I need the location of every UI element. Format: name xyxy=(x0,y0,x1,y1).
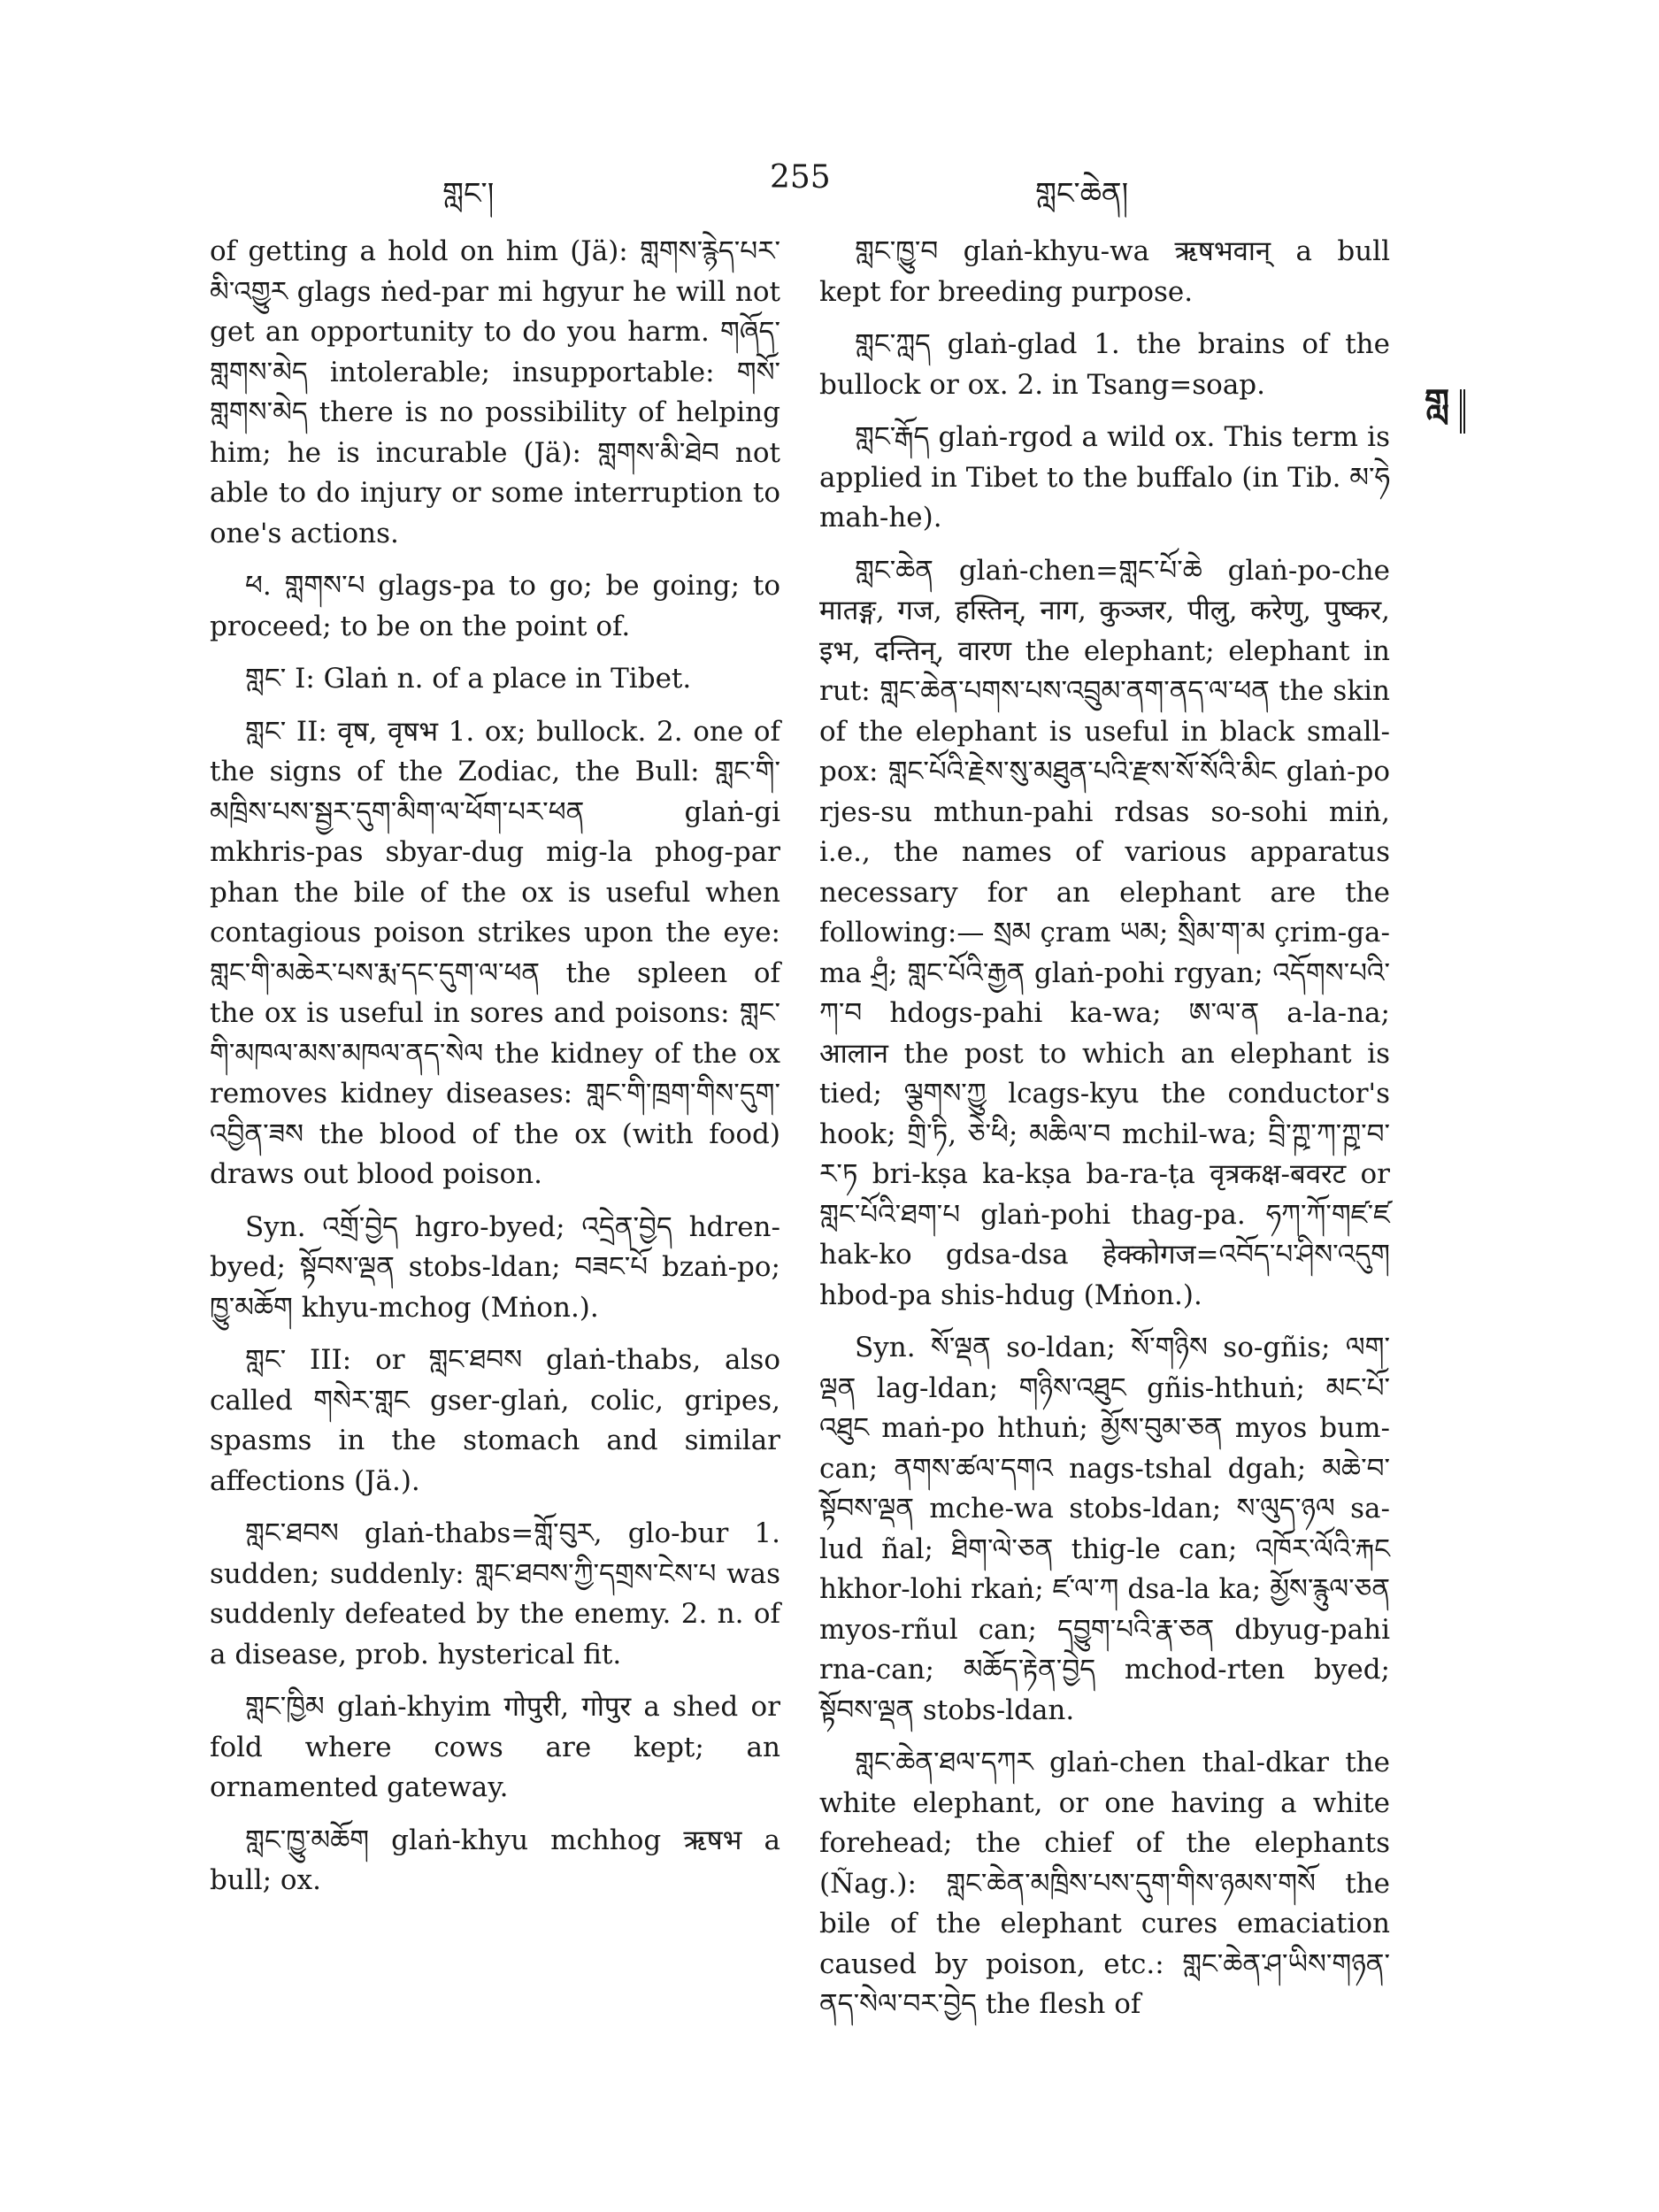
page-number: 255 xyxy=(770,159,831,196)
entry-paragraph: གླང་ II: वृष, वृषभ 1. ox; bullock. 2. one of the signs of the Zodiac, the Bull: གླང་གི་མཁྲིས་པས་སྦྱར་དུག་མིག་ལ་ཕོག་པར་ཕན glaṅ-gi mkhris-pas sbyar-dug mig-la phog-par phan the bile of the ox is useful when contagious poison strikes upon the eye: གླང་གི་མཆེར་པས་རྨ་དང་དུག་ལ་ཕན the spleen of the ox is useful in sores and poisons: གླང་གི་མཁལ་མས་མཁལ་ནད་སེལ the kidney of the ox removes kidney diseases: གླང་གི་ཁྲག་གིས་དུག་འབྱིན་ཟས the blood of the ox (with food) draws out blood poison. xyxy=(210,715,780,1190)
left-column xyxy=(210,232,780,1914)
page-header xyxy=(0,159,1659,212)
entry-paragraph: གླང་ཁྱུ་མཆོག glaṅ-khyu mchhog ऋषभ a bull; ox. xyxy=(210,1824,780,1896)
header-right-word: གླང་ཆེན། xyxy=(1035,176,1129,211)
thumb-index-tab: གླ xyxy=(1414,389,1465,434)
entry-paragraph: གླང་ཁྱུ་བ glaṅ-khyu-wa ऋषभवान् a bull kept for breeding purpose. xyxy=(819,235,1390,308)
entry-paragraph: གླང་རྒོད glaṅ-rgod a wild ox. This term is applied in Tibet to the buffalo (in Tib. མ་ཧེ mah-he). xyxy=(819,421,1390,534)
entry-paragraph: གླང་ཆེན་ཐལ་དཀར glaṅ-chen thal-dkar the white elephant, or one having a white forehead; the chief of the elephants (Ñag.): གླང་ཆེན་མཁྲིས་པས་དུག་གིས་ཉམས་གསོ the bile of the elephant cures emaciation caused by poison, etc.: གླང་ཆེན་ཤ་ཡིས་གཉན་ནད་སེལ་བར་བྱེད the flesh of xyxy=(819,1747,1390,2020)
entry-paragraph: གླང་ཁྱིམ glaṅ-khyim गोपुरी, गोपुर a shed or fold where cows are kept; an ornamented gateway. xyxy=(210,1691,780,1803)
entry-paragraph: གླང་ཀླད glaṅ-glad 1. the brains of the bullock or ox. 2. in Tsang=soap. xyxy=(819,328,1390,401)
entry-paragraph: Syn. འགྲོ་བྱེད hgro-byed; འདྲེན་བྱེད hdren-byed; སྟོབས་ལྡན stobs-ldan; བཟང་པོ bzaṅ-po; ཁྱུ་མཆོག khyu-mchog (Mṅon.). xyxy=(210,1210,780,1324)
entry-paragraph: of getting a hold on him (Jä): གླགས་རྙེད་པར་མི་འགྱུར glags ṅed-par mi hgyur he will not get an opportunity to do you harm. གཞོད་གླགས་མེད intolerable; insupportable: གསོ་གླགས་མེད there is no possibility of helping him; he is incurable (Jä): གླགས་མི་ཐེབ not able to do injury or some interruption to one's actions. xyxy=(210,235,780,549)
entry-paragraph: གླང་ III: or གླང་ཐབས glaṅ-thabs, also called གསེར་གླང gser-glaṅ, colic, gripes, spasms in the stomach and similar affections (Jä.). xyxy=(210,1344,780,1497)
entry-paragraph: གླང་ཐབས glaṅ-thabs=གློ་བུར, glo-bur 1. sudden; suddenly: གླང་ཐབས་ཀྱི་དགྲས་ངེས་པ was suddenly defeated by the enemy. 2. n. of a disease, prob. hysterical fit. xyxy=(210,1517,780,1671)
entry-paragraph: གླང་ I: Glaṅ n. of a place in Tibet. xyxy=(245,663,692,695)
right-column xyxy=(819,232,1390,2038)
entry-paragraph: ཕ. གླགས་པ glags-pa to go; be going; to proceed; to be on the point of. xyxy=(210,570,780,642)
entry-paragraph: Syn. སོ་ལྡན so-ldan; སོ་གཉིས so-gñis; ལག་ལྡན lag-ldan; གཉིས་འཐུང gñis-hthuṅ; མང་པོ་འཐུང maṅ-po hthuṅ; མྱོས་བུམ་ཅན myos bum-can; ནགས་ཚལ་དགའ nags-tshal dgah; མཆེ་བ་སྟོབས་ལྡན mche-wa stobs-ldan; ས་ལུད་ཉལ sa-lud ñal; ཐིག་ལེ་ཅན thig-le can; འཁོར་ལོའི་རྐང hkhor-lohi rkaṅ; ཛ་ལ་ཀ dsa-la ka; མྱོས་རྙུལ་ཅན myos-rñul can; དབྱུག་པའི་རྣ་ཅན dbyug-pahi rna-can; མཆོད་རྟེན་བྱེད mchod-rten byed; སྟོབས་ལྡན stobs-ldan. xyxy=(819,1332,1390,1726)
entry-paragraph: གླང་ཆེན glaṅ-chen=གླང་པོ་ཆེ glaṅ-po-che मातङ्ग, गज, हस्तिन्, नाग, कुञ्जर, पीलु, करेणु, पुष्कर, इभ, दन्तिन्, वारण the elephant; elephant in rut: གླང་ཆེན་པགས་པས་འབྲུམ་ནག་ནད་ལ་ཕན the skin of the elephant is useful in black small-pox: གླང་པོའི་རྗེས་སུ་མཐུན་པའི་རྫས་སོ་སོའི་མིང glaṅ-po rjes-su mthun-pahi rdsas so-sohi miṅ, i.e., the names of various apparatus necessary for an elephant are the following:— སྲམ çram ཡམ; སྲིམ་ག་མ çrim-ga-ma ཤྲཾ; གླང་པོའི་རྒྱན glaṅ-pohi rgyan; འདོགས་པའི་ཀ་བ hdogs-pahi ka-wa; ཨ་ལ་ན a-la-na; आलान the post to which an elephant is tied; ལྕགས་ཀྱུ lcags-kyu the conductor's hook; གྲི་ཏི, ཅེ་ཕི; མཆིལ་བ mchil-wa; བྲི་ཀྵ་ཀ་ཀྵ་བ་ར་ཏ bri-kṣa ka-kṣa ba-ra-ṭa वृत्रकक्ष-बवरट or གླང་པོའི་ཐག་པ glaṅ-pohi thag-pa. ཧཀ་ཀོ་གཛ་ཛ hak-ko gdsa-dsa हेक्कोगज=འབོད་པ་ཤིས་འདུག hbod-pa shis-hdug (Mṅon.). xyxy=(819,554,1390,1311)
header-left-word: གླང་། xyxy=(442,176,495,211)
